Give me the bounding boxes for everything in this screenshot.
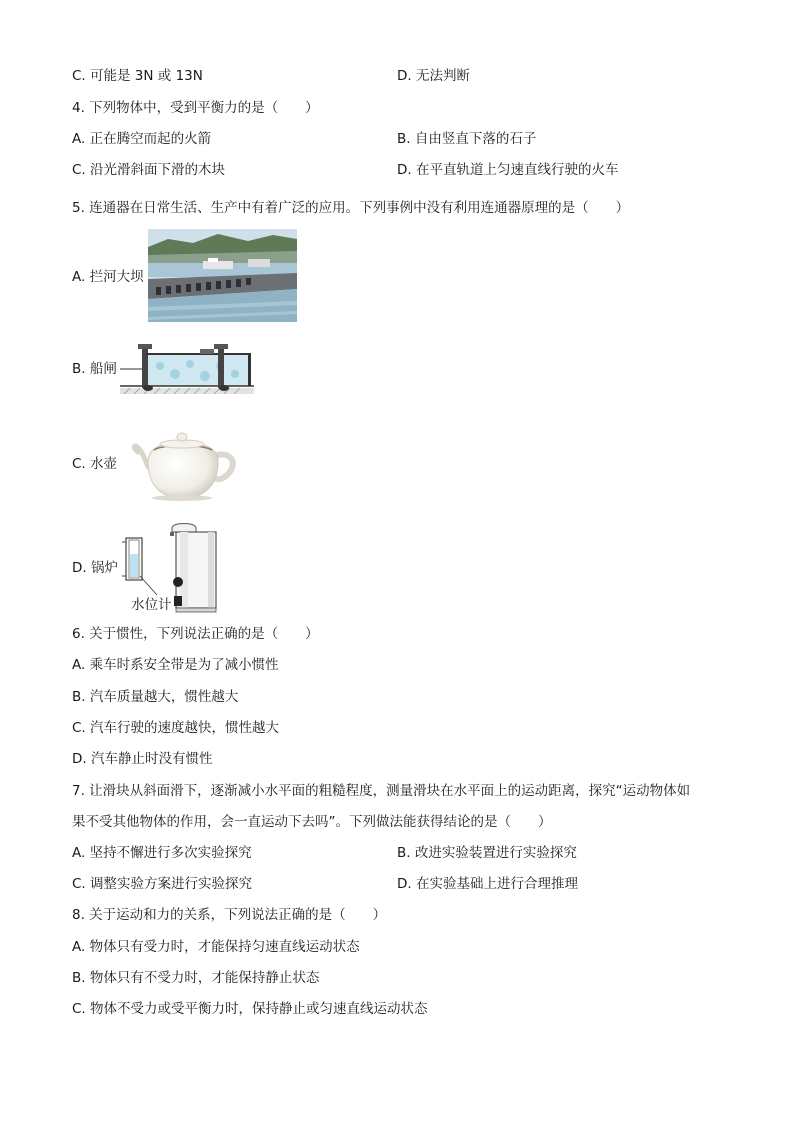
q6-option-b: B. 汽车质量越大，惯性越大: [72, 689, 239, 705]
q8-option-a: A. 物体只有受力时，才能保持匀速直线运动状态: [72, 939, 360, 955]
q7-option-c: C. 调整实验方案进行实验探究: [72, 876, 253, 892]
q4-option-d: D. 在平直轨道上匀速直线行驶的火车: [397, 162, 619, 178]
q7-option-a: A. 坚持不懈进行多次实验探究: [72, 845, 252, 861]
q5-option-b: B. 船闸: [72, 361, 117, 377]
q4-option-b: B. 自由竖直下落的石子: [397, 131, 537, 147]
q8-stem: 8. 关于运动和力的关系，下列说法正确的是（ ）: [72, 907, 387, 923]
q5-option-d: D. 锅炉: [72, 560, 118, 576]
q3-option-c: C. 可能是 3N 或 13N: [72, 68, 203, 84]
q6-option-d: D. 汽车静止时没有惯性: [72, 751, 213, 767]
q4-option-a: A. 正在腾空而起的火箭: [72, 131, 212, 147]
q7-stem-line2: 果不受其他物体的作用，会一直运动下去吗”。下列做法能获得结论的是（ ）: [72, 814, 552, 830]
q8-option-b: B. 物体只有不受力时，才能保持静止状态: [72, 970, 320, 986]
q7-option-b: B. 改进实验装置进行实验探究: [397, 845, 577, 861]
q5-option-c: C. 水壶: [72, 456, 118, 472]
q4-option-c: C. 沿光滑斜面下滑的木块: [72, 162, 226, 178]
dam-photo: [148, 229, 297, 322]
q6-option-c: C. 汽车行驶的速度越快，惯性越大: [72, 720, 280, 736]
q6-stem: 6. 关于惯性，下列说法正确的是（ ）: [72, 626, 319, 642]
q3-option-d: D. 无法判断: [397, 68, 470, 84]
water-level-gauge-label: 水位计: [131, 597, 172, 613]
q4-stem: 4. 下列物体中，受到平衡力的是（ ）: [72, 100, 319, 116]
q7-stem-line1: 7. 让滑块从斜面滑下，逐渐减小水平面的粗糙程度，测量滑块在水平面上的运动距离，探究“运动物体如: [72, 783, 691, 799]
q7-option-d: D. 在实验基础上进行合理推理: [397, 876, 578, 892]
q5-stem: 5. 连通器在日常生活、生产中有着广泛的应用。下列事例中没有利用连通器原理的是（ ）: [72, 200, 630, 216]
q8-option-c: C. 物体不受力或受平衡力时，保持静止或匀速直线运动状态: [72, 1001, 428, 1017]
q5-option-a: A. 拦河大坝: [72, 269, 144, 285]
q6-option-a: A. 乘车时系安全带是为了减小惯性: [72, 657, 279, 673]
ship-lock-diagram: [120, 336, 254, 398]
teapot-image: [132, 428, 240, 503]
